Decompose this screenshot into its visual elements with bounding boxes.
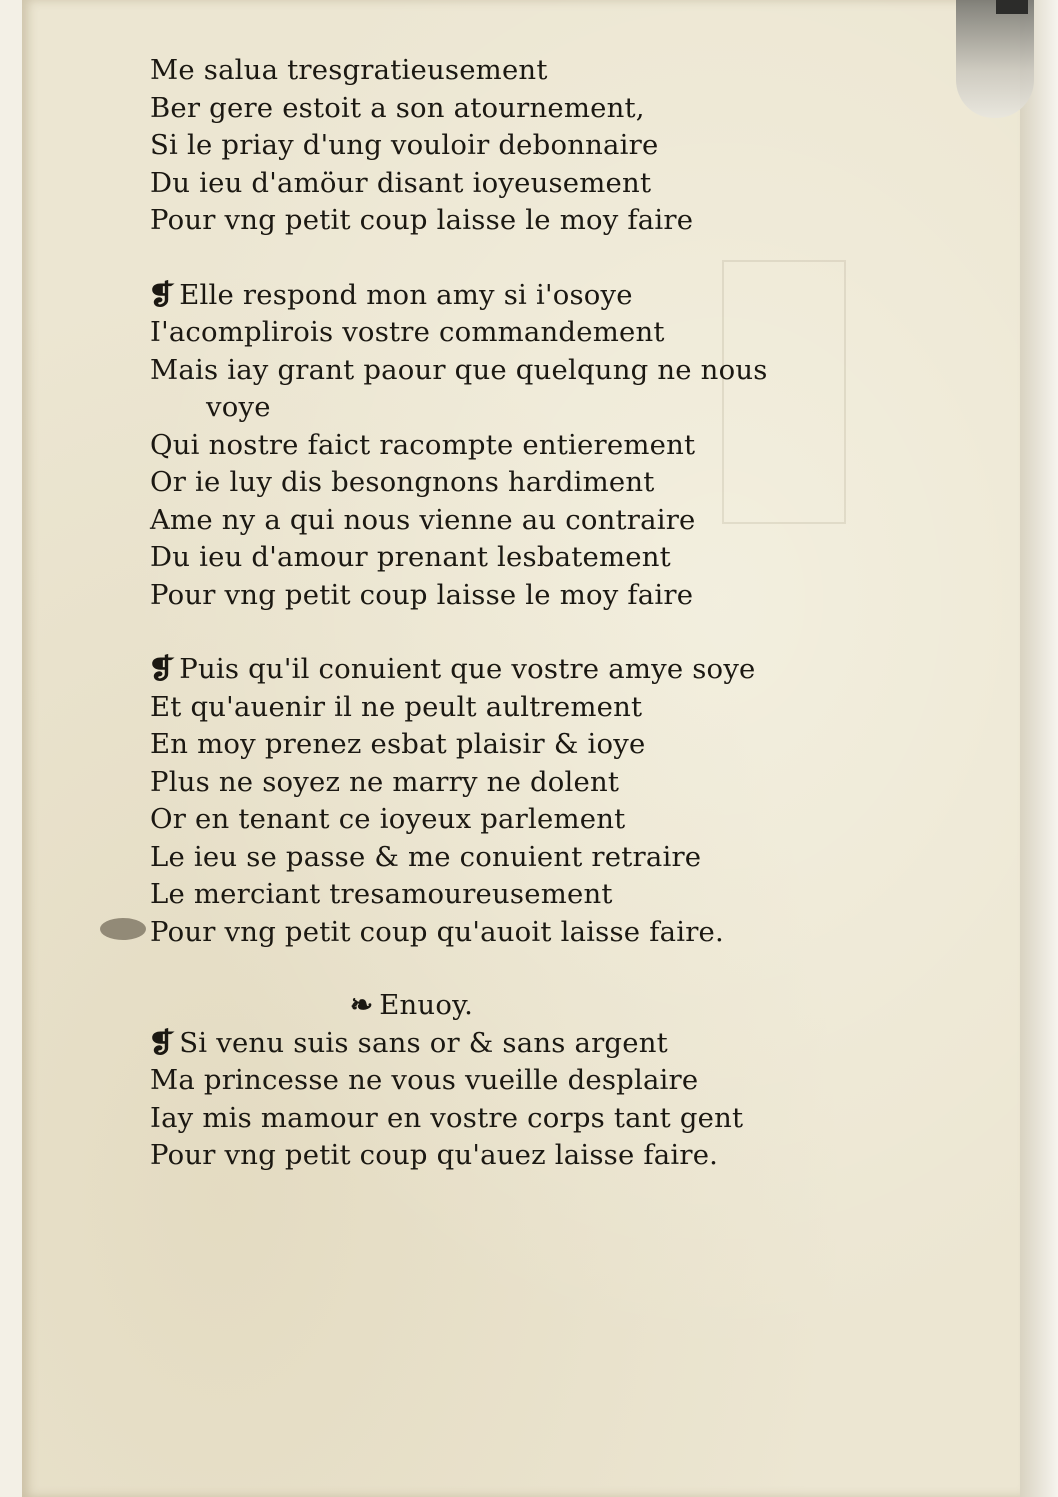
verse-line: Et qu'auenir il ne peult aultrement <box>150 690 643 723</box>
verse-line: Ber gere estoit a son atournement, <box>150 91 645 124</box>
verse-line: Mais iay grant paour que quelqung ne nous <box>150 353 768 386</box>
verse-line-text: Puis qu'il conuient que vostre amye soye <box>179 653 756 685</box>
stanza-2 <box>147 277 830 615</box>
binding-edge <box>1020 0 1058 1497</box>
envoy-heading <box>150 987 830 1025</box>
verse-line-continuation: voye <box>206 391 271 423</box>
stanza-1 <box>150 52 830 240</box>
fleuron-icon: ❧ <box>350 989 374 1021</box>
verse-line: I'acomplirois vostre commandement <box>150 316 665 348</box>
verse-line: Pour vng petit coup laisse le moy faire <box>150 204 694 236</box>
verse-line-text: Elle respond mon amy si i'osoye <box>179 278 633 311</box>
verse-line: Du ieu d'amour prenant lesbatement <box>150 541 671 573</box>
verse-line: Ma princesse ne vous vueille desplaire <box>150 1064 699 1096</box>
poem-text <box>147 52 830 1175</box>
verse-line: Pour vng petit coup qu'auez laisse faire. <box>150 1139 719 1171</box>
verse-line: Iay mis mamour en vostre corps tant gent <box>150 1101 744 1134</box>
verse-line: Le merciant tresamoureusement <box>150 878 613 910</box>
stanza-3 <box>147 651 830 951</box>
verse-line: Qui nostre faict racompte entierement <box>150 428 696 461</box>
envoy-stanza <box>147 1025 830 1175</box>
verse-line-first <box>147 277 830 315</box>
paper-stain <box>100 918 146 940</box>
page-clip-shadow <box>996 0 1028 14</box>
verse-line: Pour vng petit coup qu'auoit laisse faire. <box>150 915 724 948</box>
pilcrow-icon: ❡ <box>147 1026 176 1059</box>
verse-line: Me salua tresgratieusement <box>150 54 548 86</box>
verse-line: Pour vng petit coup laisse le moy faire <box>150 578 694 611</box>
verse-line: En moy prenez esbat plaisir & ioye <box>150 728 646 760</box>
book-page <box>22 0 1022 1497</box>
pilcrow-icon: ❡ <box>147 653 176 685</box>
verse-line: Or en tenant ce ioyeux parlement <box>150 803 626 835</box>
verse-line-first <box>147 1025 830 1063</box>
verse-line: Plus ne soyez ne marry ne dolent <box>150 765 620 798</box>
page-clip <box>956 0 1034 118</box>
envoy-heading-text: Enuoy. <box>379 989 474 1021</box>
verse-line: Si le priay d'ung vouloir debonnaire <box>150 129 659 161</box>
verse-line-text: Si venu suis sans or & sans argent <box>179 1026 668 1059</box>
verse-line: Ame ny a qui nous vienne au contraire <box>150 503 696 536</box>
verse-line-first <box>147 651 830 689</box>
verse-line: Du ieu d'amöur disant ioyeusement <box>150 166 652 199</box>
verse-line: Le ieu se passe & me conuient retraire <box>150 840 702 873</box>
verse-line: Or ie luy dis besongnons hardiment <box>150 466 655 498</box>
pilcrow-icon: ❡ <box>147 278 176 311</box>
